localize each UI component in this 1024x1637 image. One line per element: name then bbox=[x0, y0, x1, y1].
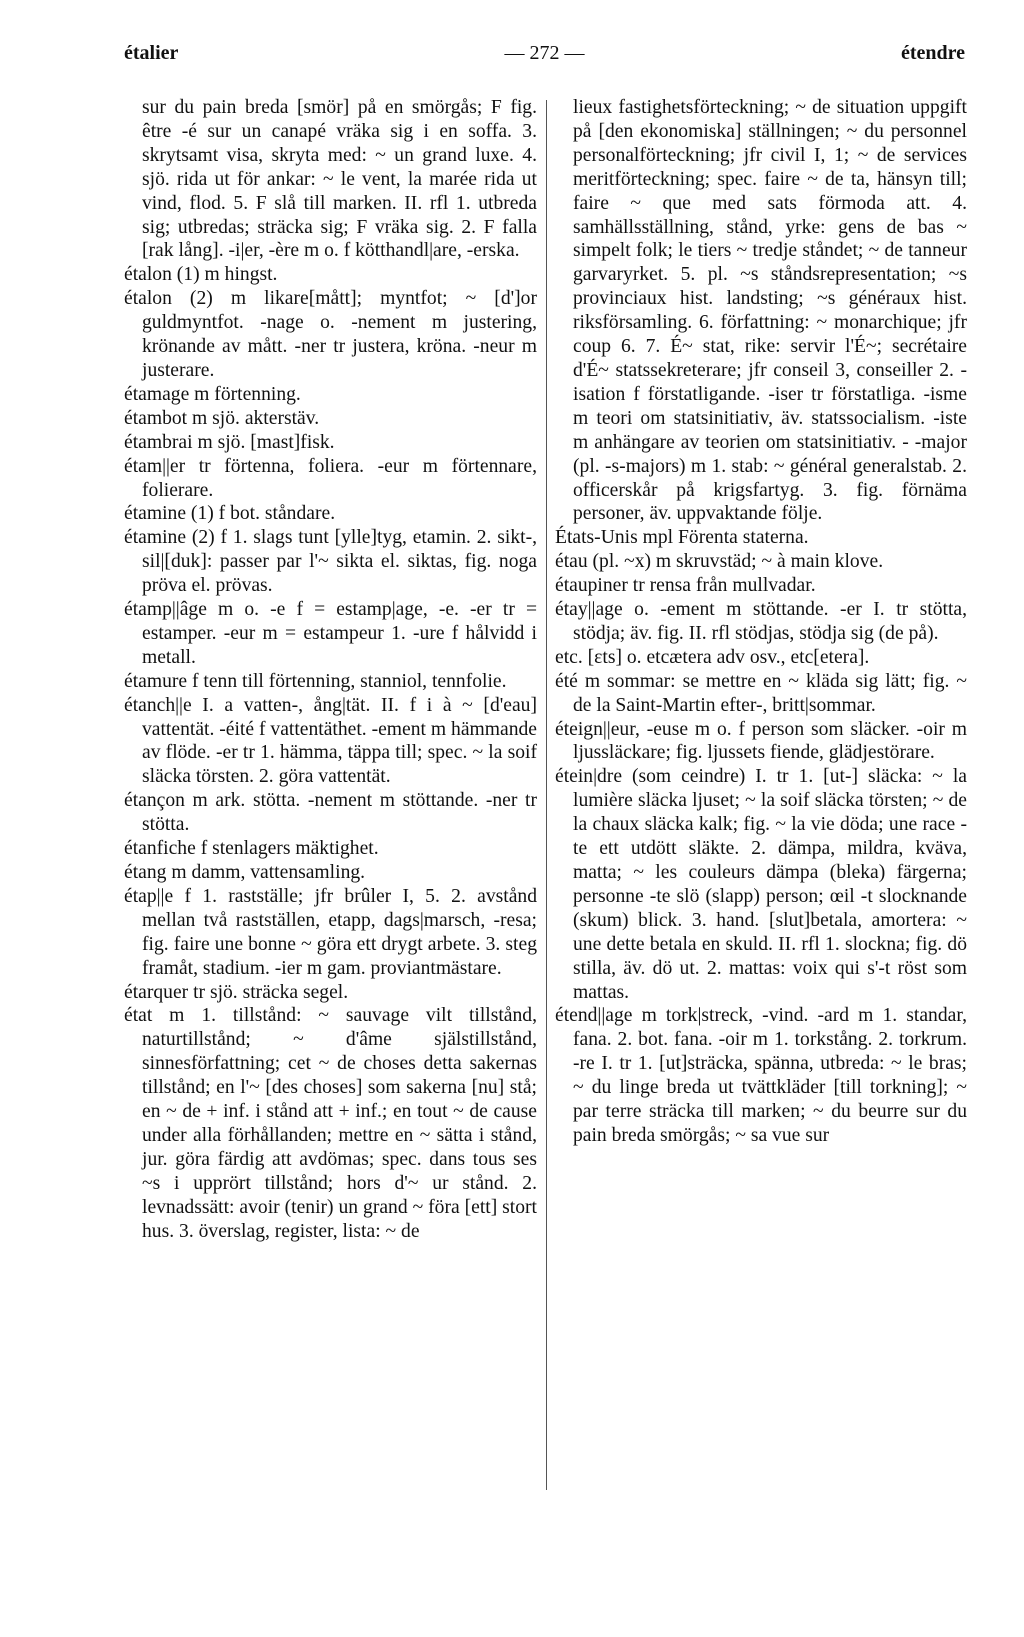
dictionary-entry: États-Unis mpl Förenta staterna. bbox=[555, 527, 809, 549]
page-number: — 272 — bbox=[504, 42, 585, 64]
dictionary-entry: etc. [ɛts] o. etcætera adv osv., etc[etera]. bbox=[555, 646, 870, 668]
left-column bbox=[124, 96, 537, 1244]
dictionary-entry: étau (pl. ~x) m skruvstäd; ~ à main klove. bbox=[555, 551, 884, 573]
continued-entry: lieux fastighetsförteckning; ~ de situation uppgift på [den ekonomiska] ställningen; ~ du personnel personalförteckning; jfr civil I, 1; ~ de services meritförteckning; spec. faire ~ de ta, hänsyn till; faire ~ que med sats förmoda att. 4. samhällsställning, stånd, yrke: gens de bas ~ simpelt folk; le tiers ~ tredje ståndet; ~ de tanneur garvaryrket. 5. pl. ~s ståndsrepresentation; ~s provinciaux hist. landsting; ~s généraux hist. riksförsamling. 6. författning: ~ monarchique; jfr coup 6. 7. É~ stat, rike: servir l'É~; secrétaire d'É~ statssekreterare; jfr conseil 3, conseiller 2. -isation f förstatligande. -iser tr förstatliga. -isme m teori om statsinitiativ, äv. statssocialism. -iste m anhängare av teorien om statsinitiativ. - -major (pl. -s-majors) m 1. stab: ~ général generalstab. 2. officerskår på krigsfartyg. 3. fig. förnäma personer, äv. uppvaktande följe. bbox=[573, 97, 967, 525]
dictionary-entry: été m sommar: se mettre en ~ kläda sig lätt; fig. ~ de la Saint-Martin efter-, britt|sommar. bbox=[555, 670, 967, 716]
dictionary-entry: étein|dre (som ceindre) I. tr 1. [ut-] släcka: ~ la lumière släcka ljuset; ~ la soif släcka törsten; ~ de la chaux släcka kalk; fig. ~ la vie döda; une race -te ett utdött släkte. 2. dämpa, mildra, kväva, matta; ~ les couleurs dämpa (bleka) färgerna; personne -te slö (slapp) person; œil -t slocknande (skum) blick. 3. hand. [slut]betala, amortera: ~ une dette betala en skuld. II. rfl 1. slockna; fig. dö stilla, äv. dö ut. 2. mattas: voix qui s'-t röst som mattas. bbox=[555, 766, 967, 1003]
dictionary-entry: étamp||âge m o. -e f = estamp|age, -e. -er tr = estamper. -eur m = estampeur 1. -ure f hålvidd i metall. bbox=[124, 599, 537, 668]
dictionary-entry: étambot m sjö. akterstäv. bbox=[124, 407, 320, 429]
dictionary-entry: étamine (2) f 1. slags tunt [ylle]tyg, etamin. 2. sikt-, sil|[duk]: passer par l'~ sikta el. siktas, fig. noga pröva el. prövas. bbox=[124, 527, 537, 597]
header-last-word: étendre bbox=[900, 42, 965, 64]
dictionary-entry: étamage m förtenning. bbox=[124, 383, 301, 405]
dictionary-entry: étay||age o. -ement m stöttande. -er I. tr stötta, stödja; äv. fig. II. rfl stödjas, stödja sig (de på). bbox=[555, 599, 967, 644]
page-header bbox=[124, 42, 965, 76]
dictionary-entry: étalon (1) m hingst. bbox=[124, 264, 278, 286]
dictionary-entry: étambrai m sjö. [mast]fisk. bbox=[124, 431, 335, 453]
dictionary-entry: état m 1. tillstånd: ~ sauvage vilt tillstånd, naturtillstånd; ~ d'âme själstillstånd, sinnesförfattning; cet ~ de choses detta sakernas tillstånd; en l'~ [des choses] som sakerna [nu] stå; en ~ de + inf. i stånd att + inf.; en tout ~ de cause under alla förhållanden; mettre en ~ sätta i stånd, jur. göra färdig att avdömas; spec. dans tous ses ~s i upprört tillstånd; hors d'~ ur stånd. 2. levnadssätt: avoir (tenir) un grand ~ föra [ett] stort hus. 3. överslag, register, lista: ~ de bbox=[124, 1005, 537, 1242]
dictionary-entry: étap||e f 1. rastställe; jfr brûler I, 5. 2. avstånd mellan två rastställen, etapp, dags|marsch, -resa; fig. faire une bonne ~ göra ett drygt arbete. 3. steg framåt, stadium. -ier m gam. proviantmästare. bbox=[124, 885, 537, 979]
dictionary-entry: étalon (2) m likare[mått]; myntfot; ~ [d']or guldmyntfot. -nage o. -nement m justering, krönande av mått. -ner tr justera, kröna. -neur m justerare. bbox=[124, 288, 537, 381]
dictionary-entry: étanch||e I. a vatten-, ång|tät. II. f i à ~ [d'eau] vattentät. -éité f vattentäthet. -ement m hämmande av flöde. -er tr 1. hämma, täppa till; spec. ~ la soif släcka törsten. 2. göra vattentät. bbox=[124, 694, 537, 788]
column-divider bbox=[546, 100, 547, 1490]
dictionary-entry: étang m damm, vattensamling. bbox=[124, 862, 366, 883]
dictionary-entry: étamine (1) f bot. ståndare. bbox=[124, 503, 336, 525]
right-column bbox=[555, 96, 967, 1148]
dictionary-entry: étaupiner tr rensa från mullvadar. bbox=[555, 575, 816, 597]
dictionary-entry: étarquer tr sjö. sträcka segel. bbox=[124, 981, 349, 1003]
dictionary-entry: étanfiche f stenlagers mäktighet. bbox=[124, 838, 379, 860]
dictionary-entry: étançon m ark. stötta. -nement m stöttande. -ner tr stötta. bbox=[124, 790, 537, 836]
dictionary-entry: étend||age m tork|streck, -vind. -ard m 1. standar, fana. 2. bot. fana. -oir m 1. torkstång. 2. torkrum. -re I. tr 1. [ut]sträcka, spänna, utbreda: ~ le bras; ~ du linge breda ut tvättkläder [till torkning]; ~ par terre sträcka till marken; ~ du beurre sur du pain breda smörgås; ~ sa vue sur bbox=[555, 1005, 967, 1146]
dictionary-entry: étamure f tenn till förtenning, stanniol, tennfolie. bbox=[124, 670, 507, 692]
header-first-word: étalier bbox=[124, 42, 179, 64]
dictionary-entry: étam||er tr förtenna, foliera. -eur m förtennare, folierare. bbox=[124, 455, 537, 501]
continued-entry: sur du pain breda [smör] på en smörgås; F fig. être -é sur un canapé vräka sig i en soffa. 3. skrytsamt visa, skryta med: ~ un grand luxe. 4. sjö. rida ut för ankar: ~ le vent, la marée rida ut vind, flod. 5. F slå till marken. II. rfl 1. utbreda sig; utbredas; sträcka sig; F vräka sig. 2. F falla [rak lång]. -i|er, -ère m o. f kötthandl|are, -erska. bbox=[142, 97, 537, 262]
dictionary-entry: éteign||eur, -euse m o. f person som släcker. -oir m ljussläckare; fig. ljussets fiende, glädjestörare. bbox=[555, 718, 967, 764]
